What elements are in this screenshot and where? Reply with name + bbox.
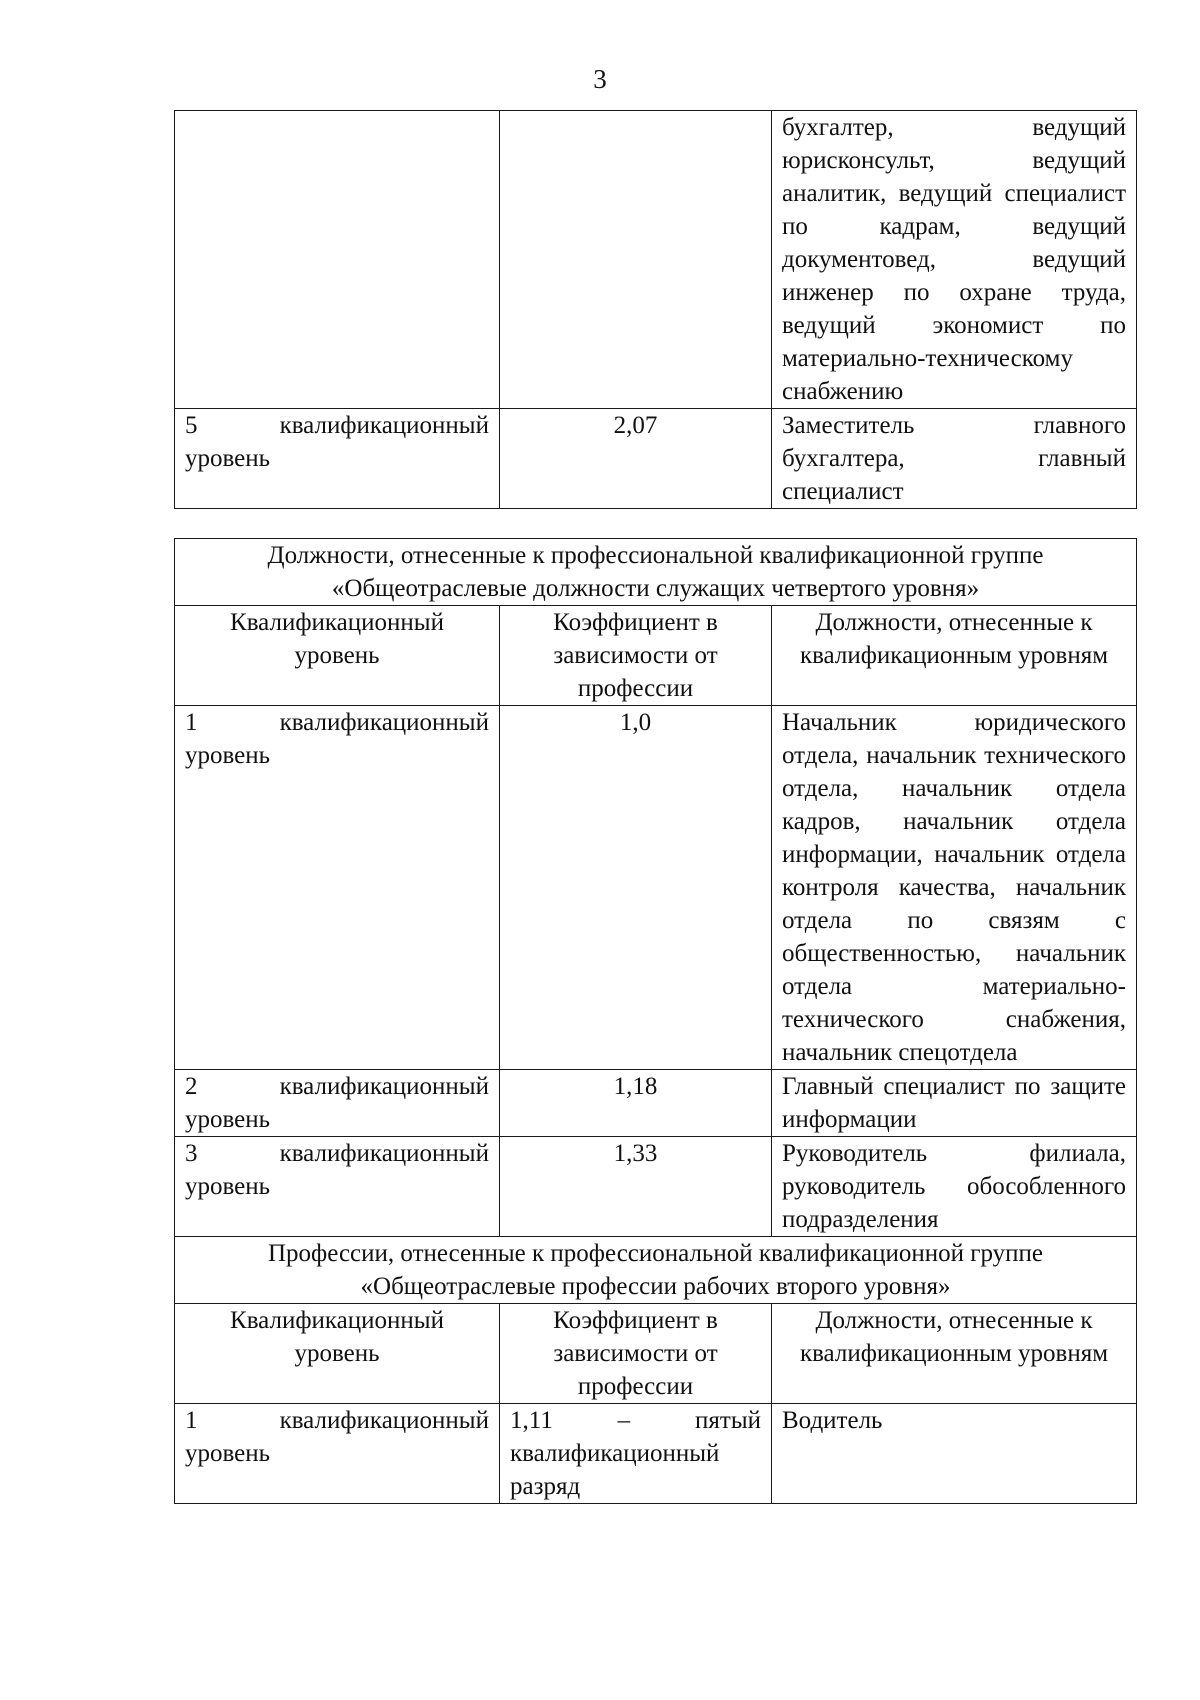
- table-row: [175, 1404, 1137, 1504]
- table-row: [175, 409, 1137, 509]
- positions-cell: Водитель: [772, 1404, 1137, 1504]
- coefficient-cell: 1,18: [500, 1070, 772, 1137]
- positions-cell: Главный специалист по защите информации: [772, 1070, 1137, 1137]
- level-number: 3: [185, 1140, 198, 1167]
- continuation-table: [174, 110, 1137, 509]
- level-word: квалификационный: [279, 1407, 489, 1434]
- section-title: [175, 1237, 1137, 1304]
- table-row: [175, 1137, 1137, 1237]
- level-word-2: уровень: [185, 1106, 271, 1133]
- coefficient-value: 1,11: [510, 1407, 553, 1434]
- level-cell: [175, 1070, 500, 1137]
- level-number: 1: [185, 709, 198, 736]
- section-title-line2: «Общеотраслевые профессии рабочих второго уровня»: [360, 1273, 951, 1300]
- section-title: [175, 539, 1137, 606]
- coefficient-rest: квалификационный разряд: [510, 1440, 720, 1500]
- coefficient-cell: [500, 1404, 772, 1504]
- header-row: [175, 606, 1137, 706]
- level-word: квалификационный: [279, 412, 489, 439]
- level-word: квалификационный: [279, 1140, 489, 1167]
- level-word-2: уровень: [185, 1173, 271, 1200]
- coefficient-cell: [500, 111, 772, 409]
- coefficient-cell: 1,0: [500, 706, 772, 1070]
- header-coefficient: Коэффициент в зависимости от профессии: [500, 1304, 772, 1404]
- positions-cell: бухгалтер, ведущий юрисконсульт, ведущий аналитик, ведущий специалист по кадрам, ведущий документовед, ведущий инженер по охране труда, ведущий экономист по материально-техническому снабжению: [772, 111, 1137, 409]
- level-cell: [175, 409, 500, 509]
- table-row: [175, 111, 1137, 409]
- coefficient-cell: 1,33: [500, 1137, 772, 1237]
- level-word-2: уровень: [185, 742, 271, 769]
- level-word: квалификационный: [279, 709, 489, 736]
- level-word: квалификационный: [279, 1073, 489, 1100]
- header-coefficient: Коэффициент в зависимости от профессии: [500, 606, 772, 706]
- level-cell: [175, 1137, 500, 1237]
- level-word-2: уровень: [185, 445, 271, 472]
- coefficient-word: пятый: [695, 1407, 761, 1434]
- header-level: Квалификационный уровень: [175, 606, 500, 706]
- level-word-2: уровень: [185, 1440, 271, 1467]
- positions-cell: Руководитель филиала, руководитель обособленного подразделения: [772, 1137, 1137, 1237]
- positions-cell: Начальник юридического отдела, начальник технического отдела, начальник отдела кадров, начальник отдела информации, начальник отдела контроля качества, начальник отдела по связям с общественностью, начальник отдела материально-технического снабжения, начальник спецотдела: [772, 706, 1137, 1070]
- section-title-line1: Профессии, отнесенные к профессиональной квалификационной группе: [267, 1240, 1043, 1267]
- coefficient-cell: 2,07: [500, 409, 772, 509]
- level-cell: [175, 111, 500, 409]
- header-positions: Должности, отнесенные к квалификационным уровням: [772, 606, 1137, 706]
- section-title-line2: «Общеотраслевые должности служащих четвертого уровня»: [331, 575, 980, 602]
- page-number: 3: [593, 64, 607, 94]
- table-row: [175, 706, 1137, 1070]
- positions-cell: Заместитель главного бухгалтера, главный специалист: [772, 409, 1137, 509]
- header-row: [175, 1304, 1137, 1404]
- main-table: [174, 538, 1137, 1504]
- coefficient-dash: –: [617, 1407, 631, 1434]
- level-cell: [175, 1404, 500, 1504]
- level-number: 5: [185, 412, 198, 439]
- section-title-row: [175, 1237, 1137, 1304]
- level-cell: [175, 706, 500, 1070]
- section-title-row: [175, 539, 1137, 606]
- header-positions: Должности, отнесенные к квалификационным уровням: [772, 1304, 1137, 1404]
- header-level: Квалификационный уровень: [175, 1304, 500, 1404]
- level-number: 1: [185, 1407, 198, 1434]
- level-number: 2: [185, 1073, 198, 1100]
- table-row: [175, 1070, 1137, 1137]
- section-title-line1: Должности, отнесенные к профессиональной квалификационной группе: [267, 542, 1044, 569]
